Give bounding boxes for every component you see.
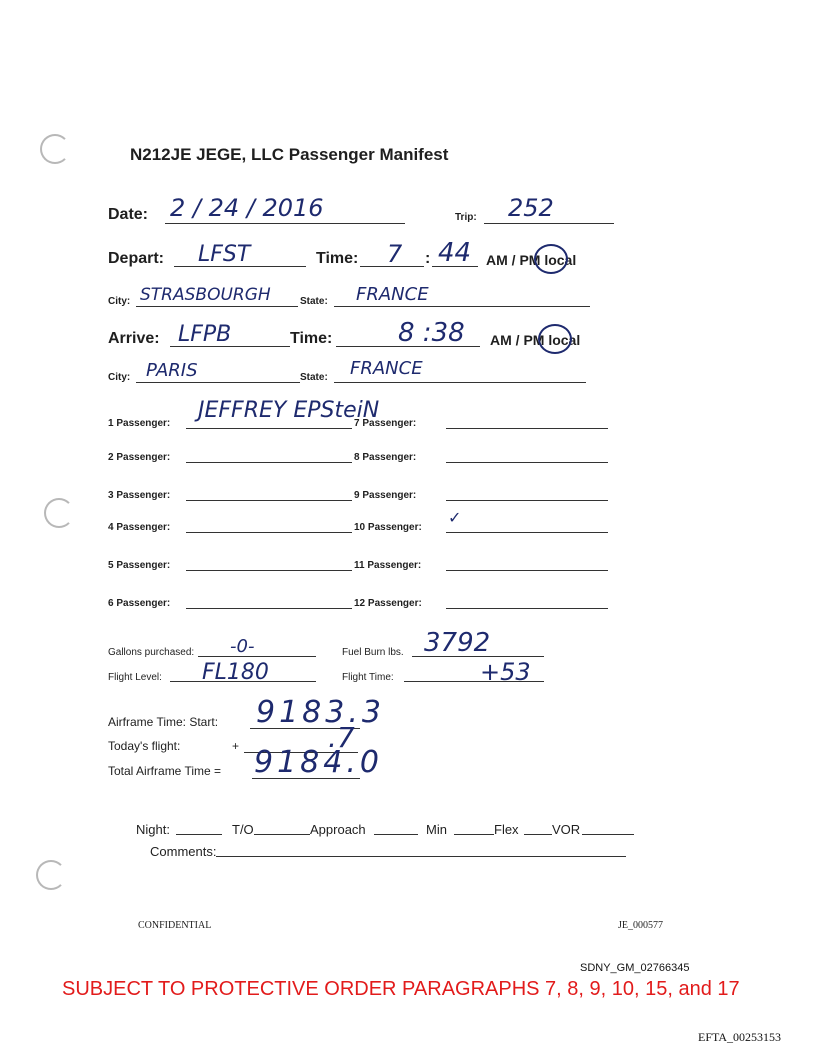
passenger-3-line [186, 500, 352, 501]
efta-number: EFTA_00253153 [698, 1030, 782, 1044]
passenger-4-label: 4 Passenger: [108, 522, 171, 533]
arrive-state-value: FRANCE [350, 358, 423, 379]
depart-min: 44 [438, 238, 472, 268]
vor-label: VOR [552, 822, 581, 837]
gallons-value: -0- [230, 636, 255, 657]
passenger-10-label: 10 Passenger: [354, 522, 422, 533]
passenger-10-mark: ✓ [448, 508, 462, 527]
arrive-label: Arrive: [108, 330, 160, 347]
todays-flight-plus: + [232, 739, 240, 753]
passenger-4-line [186, 532, 352, 533]
passenger-1-line [186, 428, 352, 429]
confidential-label: CONFIDENTIAL [138, 920, 212, 931]
pm-circle-arrive [538, 324, 572, 354]
binder-hole-middle [44, 498, 74, 528]
flight-time-value: +53 [480, 658, 531, 686]
total-airframe-label: Total Airframe Time = [108, 764, 222, 778]
to-line [254, 834, 310, 835]
night-label: Night: [136, 822, 170, 837]
approach-label: Approach [310, 822, 366, 837]
date-line [165, 223, 405, 224]
passenger-2-label: 2 Passenger: [108, 452, 171, 463]
arrive-city-line [136, 382, 300, 383]
passenger-10-line [446, 532, 608, 533]
arrive-city-value: PARIS [146, 360, 198, 381]
passenger-5-line [186, 570, 352, 571]
to-label: T/O [232, 822, 254, 837]
depart-label: Depart: [108, 250, 165, 267]
fuel-burn-label: Fuel Burn lbs. [342, 647, 404, 658]
protective-order-stamp: SUBJECT TO PROTECTIVE ORDER PARAGRAPHS 7, 8, 9, 10, 15, and 17 [62, 978, 740, 1000]
flight-time-label: Flight Time: [342, 672, 394, 683]
approach-line [374, 834, 418, 835]
depart-state-line [334, 306, 590, 307]
depart-hour: 7 [387, 240, 403, 268]
airframe-start-value: 9183.3 [256, 695, 385, 730]
passenger-7-label: 7 Passenger: [354, 418, 417, 429]
passenger-7-line [446, 428, 608, 429]
gallons-label: Gallons purchased: [108, 647, 195, 658]
passenger-8-label: 8 Passenger: [354, 452, 417, 463]
flight-level-label: Flight Level: [108, 672, 162, 683]
binder-hole-top [40, 134, 70, 164]
bates-number: SDNY_GM_02766345 [580, 962, 690, 974]
gallons-line [198, 656, 316, 657]
vor-line [582, 834, 634, 835]
arrive-state-label: State: [300, 372, 328, 383]
trip-label: Trip: [455, 212, 477, 223]
passenger-1-label: 1 Passenger: [108, 418, 171, 429]
passenger-1-value: JEFFREY EPSteiN [198, 398, 380, 423]
todays-flight-value: .7 [328, 721, 355, 754]
passenger-6-line [186, 608, 352, 609]
passenger-11-line [446, 570, 608, 571]
min-label: Min [426, 822, 447, 837]
passenger-9-line [446, 500, 608, 501]
flight-level-value: FL180 [202, 660, 269, 685]
depart-city-line [136, 306, 298, 307]
passenger-11-label: 11 Passenger: [354, 560, 422, 571]
night-line [176, 834, 222, 835]
arrive-time-value: 8 :38 [398, 318, 465, 348]
flex-line [524, 834, 552, 835]
depart-ampm-label: AM / PM local [486, 252, 577, 268]
passenger-6-label: 6 Passenger: [108, 598, 171, 609]
page-title: N212JE JEGE, LLC Passenger Manifest [130, 145, 449, 164]
arrive-value: LFPB [178, 322, 232, 347]
depart-state-value: FRANCE [356, 284, 429, 305]
binder-hole-bottom [36, 860, 66, 890]
passenger-12-label: 12 Passenger: [354, 598, 422, 609]
passenger-5-label: 5 Passenger: [108, 560, 171, 571]
todays-flight-label: Today's flight: [108, 739, 181, 753]
min-line [454, 834, 494, 835]
passenger-3-label: 3 Passenger: [108, 490, 171, 501]
flex-label: Flex [494, 822, 519, 837]
pm-circle-depart [534, 244, 568, 274]
airframe-start-label: Airframe Time: Start: [108, 715, 219, 729]
comments-line [216, 856, 626, 857]
trip-line [484, 223, 614, 224]
passenger-8-line [446, 462, 608, 463]
depart-state-label: State: [300, 296, 328, 307]
passenger-2-line [186, 462, 352, 463]
date-value: 2 / 24 / 2016 [170, 194, 324, 222]
trip-value: 252 [508, 194, 554, 222]
depart-colon: : [425, 250, 431, 267]
arrive-time-label: Time: [290, 330, 333, 347]
depart-city-value: STRASBOURGH [140, 285, 271, 305]
arrive-city-label: City: [108, 372, 131, 383]
total-airframe-value: 9184.0 [254, 745, 383, 780]
depart-value: LFST [198, 242, 251, 267]
arrive-state-line [334, 382, 586, 383]
passenger-9-label: 9 Passenger: [354, 490, 417, 501]
arrive-ampm-label: AM / PM local [490, 332, 581, 348]
passenger-12-line [446, 608, 608, 609]
comments-label: Comments: [150, 844, 217, 859]
fuel-burn-value: 3792 [424, 628, 491, 658]
depart-city-label: City: [108, 296, 131, 307]
date-label: Date: [108, 206, 149, 223]
depart-time-label: Time: [316, 250, 359, 267]
je-number: JE_000577 [618, 920, 663, 931]
